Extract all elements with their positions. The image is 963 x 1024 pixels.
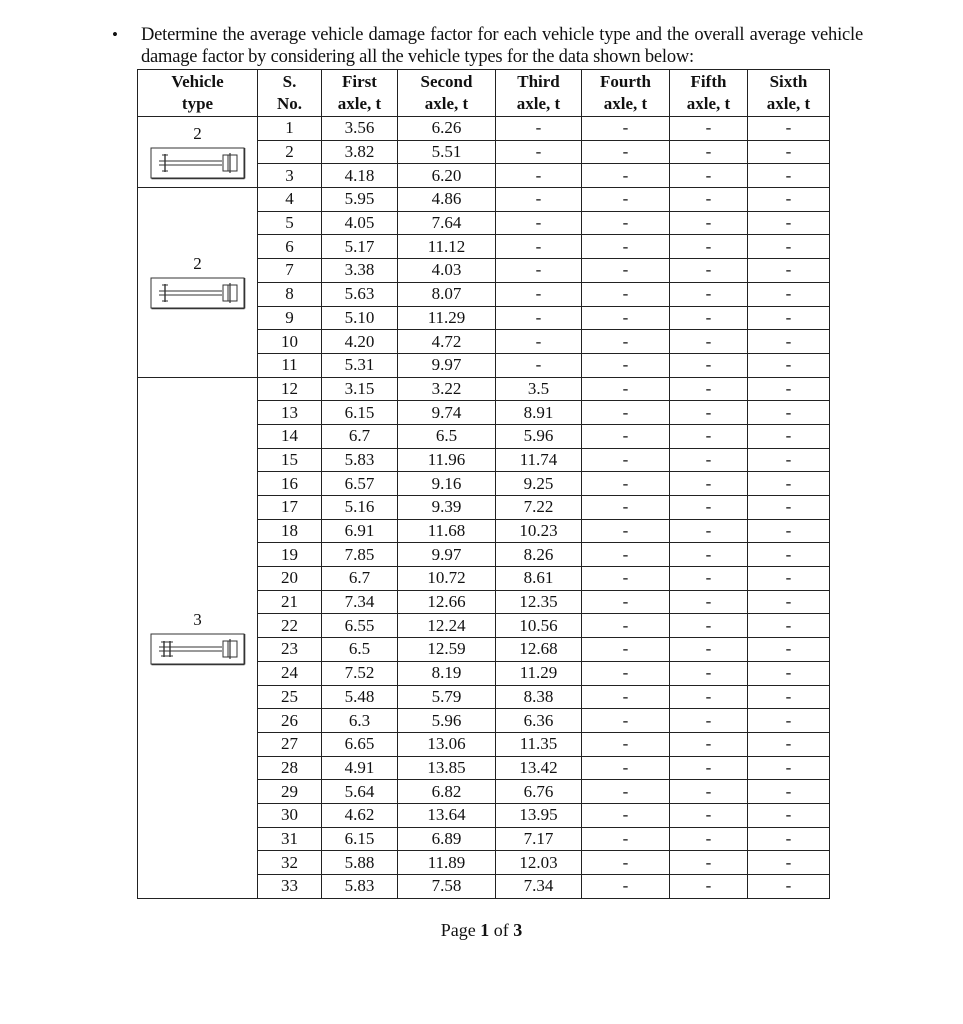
fifth-axle-cell: -	[670, 519, 748, 543]
fourth-axle-cell: -	[582, 590, 670, 614]
second-axle-cell: 6.89	[398, 827, 496, 851]
third-axle-cell: 11.35	[496, 732, 582, 756]
table-row	[138, 377, 830, 401]
serial-number-cell: 13	[258, 401, 322, 425]
sixth-axle-cell: -	[748, 235, 830, 259]
first-axle-cell: 6.57	[322, 472, 398, 496]
fifth-axle-cell: -	[670, 306, 748, 330]
third-axle-cell: 10.23	[496, 519, 582, 543]
sixth-axle-cell: -	[748, 661, 830, 685]
serial-number-cell: 1	[258, 117, 322, 141]
third-axle-cell: 7.34	[496, 875, 582, 899]
header-third-axle-line: axle, t	[516, 94, 561, 113]
second-axle-cell: 6.20	[398, 164, 496, 188]
fourth-axle-cell: -	[582, 117, 670, 141]
header-sixth-axle-line: Sixth	[769, 72, 808, 91]
third-axle-cell: 7.22	[496, 496, 582, 520]
vehicle-type-cell	[138, 188, 258, 378]
header-vehicle-type-line: type	[181, 94, 214, 113]
sixth-axle-cell: -	[748, 851, 830, 875]
sixth-axle-cell: -	[748, 353, 830, 377]
sixth-axle-cell: -	[748, 140, 830, 164]
serial-number-cell: 14	[258, 424, 322, 448]
third-axle-cell: 7.17	[496, 827, 582, 851]
fifth-axle-cell: -	[670, 140, 748, 164]
serial-number-cell: 15	[258, 448, 322, 472]
second-axle-cell: 13.85	[398, 756, 496, 780]
sixth-axle-cell: -	[748, 803, 830, 827]
third-axle-cell: -	[496, 282, 582, 306]
fourth-axle-cell: -	[582, 235, 670, 259]
fifth-axle-cell: -	[670, 661, 748, 685]
table-row	[138, 188, 830, 212]
second-axle-cell: 9.39	[398, 496, 496, 520]
fourth-axle-cell: -	[582, 685, 670, 709]
fifth-axle-cell: -	[670, 543, 748, 567]
third-axle-cell: 8.61	[496, 567, 582, 591]
header-second-axle-line: axle, t	[424, 94, 469, 113]
third-axle-cell: -	[496, 211, 582, 235]
fourth-axle-cell: -	[582, 472, 670, 496]
second-axle-cell: 8.19	[398, 661, 496, 685]
sixth-axle-cell: -	[748, 306, 830, 330]
fifth-axle-cell: -	[670, 827, 748, 851]
header-fifth-axle-line: Fifth	[690, 72, 727, 91]
sixth-axle-cell: -	[748, 709, 830, 733]
sixth-axle-cell: -	[748, 780, 830, 804]
fourth-axle-cell: -	[582, 377, 670, 401]
third-axle-cell: 13.95	[496, 803, 582, 827]
sixth-axle-cell: -	[748, 472, 830, 496]
sixth-axle-cell: -	[748, 259, 830, 283]
third-axle-cell: 9.25	[496, 472, 582, 496]
sixth-axle-cell: -	[748, 590, 830, 614]
sixth-axle-cell: -	[748, 756, 830, 780]
first-axle-cell: 5.64	[322, 780, 398, 804]
third-axle-cell: 8.26	[496, 543, 582, 567]
sixth-axle-cell: -	[748, 211, 830, 235]
axle-load-table	[137, 69, 830, 899]
first-axle-cell: 5.31	[322, 353, 398, 377]
sixth-axle-cell: -	[748, 638, 830, 662]
serial-number-cell: 3	[258, 164, 322, 188]
fifth-axle-cell: -	[670, 685, 748, 709]
sixth-axle-cell: -	[748, 330, 830, 354]
fifth-axle-cell: -	[670, 803, 748, 827]
fifth-axle-cell: -	[670, 164, 748, 188]
first-axle-cell: 7.85	[322, 543, 398, 567]
third-axle-cell: 12.03	[496, 851, 582, 875]
fourth-axle-cell: -	[582, 543, 670, 567]
first-axle-cell: 3.38	[322, 259, 398, 283]
header-serial-number-line: S.	[282, 72, 297, 91]
third-axle-cell: 12.68	[496, 638, 582, 662]
third-axle-cell: -	[496, 188, 582, 212]
fourth-axle-cell: -	[582, 567, 670, 591]
serial-number-cell: 6	[258, 235, 322, 259]
fifth-axle-cell: -	[670, 448, 748, 472]
fourth-axle-cell: -	[582, 211, 670, 235]
serial-number-cell: 17	[258, 496, 322, 520]
first-axle-cell: 4.91	[322, 756, 398, 780]
fourth-axle-cell: -	[582, 259, 670, 283]
fifth-axle-cell: -	[670, 211, 748, 235]
first-axle-cell: 5.95	[322, 188, 398, 212]
sixth-axle-cell: -	[748, 543, 830, 567]
second-axle-cell: 4.03	[398, 259, 496, 283]
question-text: Determine the average vehicle damage factor for each vehicle type and the overall average vehicle damage factor by considering all the vehicle types for the data shown below:	[141, 25, 863, 67]
second-axle-cell: 5.51	[398, 140, 496, 164]
sixth-axle-cell: -	[748, 875, 830, 899]
first-axle-cell: 7.52	[322, 661, 398, 685]
serial-number-cell: 32	[258, 851, 322, 875]
fifth-axle-cell: -	[670, 851, 748, 875]
serial-number-cell: 11	[258, 353, 322, 377]
serial-number-cell: 18	[258, 519, 322, 543]
second-axle-cell: 6.26	[398, 117, 496, 141]
third-axle-cell: 3.5	[496, 377, 582, 401]
three-axle-truck-icon	[150, 632, 246, 666]
header-fourth-axle	[582, 70, 670, 117]
serial-number-cell: 2	[258, 140, 322, 164]
serial-number-cell: 22	[258, 614, 322, 638]
third-axle-cell: 8.91	[496, 401, 582, 425]
fifth-axle-cell: -	[670, 259, 748, 283]
sixth-axle-cell: -	[748, 401, 830, 425]
serial-number-cell: 19	[258, 543, 322, 567]
second-axle-cell: 4.72	[398, 330, 496, 354]
fifth-axle-cell: -	[670, 709, 748, 733]
second-axle-cell: 9.97	[398, 543, 496, 567]
first-axle-cell: 7.34	[322, 590, 398, 614]
fourth-axle-cell: -	[582, 330, 670, 354]
vehicle-type-label: 2	[193, 124, 202, 144]
fourth-axle-cell: -	[582, 448, 670, 472]
fourth-axle-cell: -	[582, 614, 670, 638]
second-axle-cell: 12.59	[398, 638, 496, 662]
first-axle-cell: 5.63	[322, 282, 398, 306]
fifth-axle-cell: -	[670, 424, 748, 448]
third-axle-cell: -	[496, 330, 582, 354]
sixth-axle-cell: -	[748, 685, 830, 709]
first-axle-cell: 6.55	[322, 614, 398, 638]
footer-prefix: Page	[440, 920, 481, 940]
second-axle-cell: 7.64	[398, 211, 496, 235]
second-axle-cell: 13.06	[398, 732, 496, 756]
first-axle-cell: 5.88	[322, 851, 398, 875]
header-fourth-axle-line: axle, t	[603, 94, 648, 113]
fifth-axle-cell: -	[670, 377, 748, 401]
second-axle-cell: 13.64	[398, 803, 496, 827]
fourth-axle-cell: -	[582, 851, 670, 875]
fourth-axle-cell: -	[582, 875, 670, 899]
first-axle-cell: 3.82	[322, 140, 398, 164]
second-axle-cell: 11.68	[398, 519, 496, 543]
fifth-axle-cell: -	[670, 614, 748, 638]
table-header-row	[138, 70, 830, 117]
header-fourth-axle-line: Fourth	[600, 72, 651, 91]
third-axle-cell: 6.36	[496, 709, 582, 733]
fifth-axle-cell: -	[670, 756, 748, 780]
sixth-axle-cell: -	[748, 448, 830, 472]
first-axle-cell: 5.83	[322, 875, 398, 899]
header-second-axle-line: Second	[420, 72, 473, 91]
second-axle-cell: 9.16	[398, 472, 496, 496]
first-axle-cell: 6.15	[322, 401, 398, 425]
header-serial-number	[258, 70, 322, 117]
sixth-axle-cell: -	[748, 732, 830, 756]
two-axle-truck-icon	[150, 276, 246, 310]
second-axle-cell: 11.89	[398, 851, 496, 875]
fifth-axle-cell: -	[670, 117, 748, 141]
page-footer	[0, 920, 963, 941]
footer-total-pages: 3	[513, 920, 523, 940]
serial-number-cell: 16	[258, 472, 322, 496]
fourth-axle-cell: -	[582, 164, 670, 188]
sixth-axle-cell: -	[748, 567, 830, 591]
serial-number-cell: 26	[258, 709, 322, 733]
first-axle-cell: 3.56	[322, 117, 398, 141]
third-axle-cell: 13.42	[496, 756, 582, 780]
second-axle-cell: 9.97	[398, 353, 496, 377]
vehicle-type-cell	[138, 377, 258, 898]
serial-number-cell: 7	[258, 259, 322, 283]
second-axle-cell: 6.5	[398, 424, 496, 448]
fifth-axle-cell: -	[670, 472, 748, 496]
first-axle-cell: 4.18	[322, 164, 398, 188]
footer-middle: of	[489, 920, 514, 940]
second-axle-cell: 6.82	[398, 780, 496, 804]
header-vehicle-type-line: Vehicle	[171, 72, 224, 91]
two-axle-truck-icon	[150, 146, 246, 180]
serial-number-cell: 23	[258, 638, 322, 662]
second-axle-cell: 10.72	[398, 567, 496, 591]
sixth-axle-cell: -	[748, 377, 830, 401]
sixth-axle-cell: -	[748, 614, 830, 638]
first-axle-cell: 6.3	[322, 709, 398, 733]
header-first-axle-line: First	[342, 72, 377, 91]
first-axle-cell: 4.05	[322, 211, 398, 235]
header-vehicle-type	[138, 70, 258, 117]
first-axle-cell: 4.62	[322, 803, 398, 827]
third-axle-cell: 11.29	[496, 661, 582, 685]
fifth-axle-cell: -	[670, 235, 748, 259]
fourth-axle-cell: -	[582, 496, 670, 520]
sixth-axle-cell: -	[748, 496, 830, 520]
second-axle-cell: 5.96	[398, 709, 496, 733]
fourth-axle-cell: -	[582, 661, 670, 685]
fifth-axle-cell: -	[670, 282, 748, 306]
sixth-axle-cell: -	[748, 117, 830, 141]
second-axle-cell: 5.79	[398, 685, 496, 709]
fourth-axle-cell: -	[582, 732, 670, 756]
fourth-axle-cell: -	[582, 282, 670, 306]
bullet-point: •	[112, 25, 118, 44]
fourth-axle-cell: -	[582, 756, 670, 780]
serial-number-cell: 4	[258, 188, 322, 212]
header-serial-number-line: No.	[276, 94, 303, 113]
serial-number-cell: 20	[258, 567, 322, 591]
second-axle-cell: 8.07	[398, 282, 496, 306]
fifth-axle-cell: -	[670, 590, 748, 614]
fourth-axle-cell: -	[582, 709, 670, 733]
serial-number-cell: 10	[258, 330, 322, 354]
third-axle-cell: 5.96	[496, 424, 582, 448]
third-axle-cell: -	[496, 164, 582, 188]
serial-number-cell: 24	[258, 661, 322, 685]
sixth-axle-cell: -	[748, 519, 830, 543]
first-axle-cell: 6.65	[322, 732, 398, 756]
first-axle-cell: 6.5	[322, 638, 398, 662]
first-axle-cell: 3.15	[322, 377, 398, 401]
third-axle-cell: -	[496, 140, 582, 164]
header-third-axle-line: Third	[517, 72, 560, 91]
fifth-axle-cell: -	[670, 496, 748, 520]
third-axle-cell: -	[496, 353, 582, 377]
fifth-axle-cell: -	[670, 353, 748, 377]
first-axle-cell: 6.7	[322, 567, 398, 591]
serial-number-cell: 31	[258, 827, 322, 851]
sixth-axle-cell: -	[748, 164, 830, 188]
first-axle-cell: 5.16	[322, 496, 398, 520]
first-axle-cell: 4.20	[322, 330, 398, 354]
serial-number-cell: 5	[258, 211, 322, 235]
fourth-axle-cell: -	[582, 827, 670, 851]
second-axle-cell: 4.86	[398, 188, 496, 212]
second-axle-cell: 7.58	[398, 875, 496, 899]
fourth-axle-cell: -	[582, 780, 670, 804]
header-second-axle	[398, 70, 496, 117]
second-axle-cell: 3.22	[398, 377, 496, 401]
fourth-axle-cell: -	[582, 638, 670, 662]
first-axle-cell: 6.7	[322, 424, 398, 448]
second-axle-cell: 11.96	[398, 448, 496, 472]
header-fifth-axle	[670, 70, 748, 117]
second-axle-cell: 12.24	[398, 614, 496, 638]
first-axle-cell: 5.83	[322, 448, 398, 472]
serial-number-cell: 8	[258, 282, 322, 306]
third-axle-cell: 8.38	[496, 685, 582, 709]
sixth-axle-cell: -	[748, 424, 830, 448]
serial-number-cell: 25	[258, 685, 322, 709]
third-axle-cell: -	[496, 259, 582, 283]
first-axle-cell: 6.91	[322, 519, 398, 543]
third-axle-cell: -	[496, 235, 582, 259]
third-axle-cell: -	[496, 306, 582, 330]
sixth-axle-cell: -	[748, 282, 830, 306]
third-axle-cell: 10.56	[496, 614, 582, 638]
third-axle-cell: 11.74	[496, 448, 582, 472]
fourth-axle-cell: -	[582, 188, 670, 212]
second-axle-cell: 11.29	[398, 306, 496, 330]
serial-number-cell: 21	[258, 590, 322, 614]
serial-number-cell: 28	[258, 756, 322, 780]
serial-number-cell: 27	[258, 732, 322, 756]
fifth-axle-cell: -	[670, 567, 748, 591]
third-axle-cell: 12.35	[496, 590, 582, 614]
serial-number-cell: 29	[258, 780, 322, 804]
header-third-axle	[496, 70, 582, 117]
fourth-axle-cell: -	[582, 140, 670, 164]
fifth-axle-cell: -	[670, 401, 748, 425]
header-sixth-axle-line: axle, t	[766, 94, 811, 113]
footer-current-page: 1	[480, 920, 490, 940]
first-axle-cell: 5.17	[322, 235, 398, 259]
first-axle-cell: 5.10	[322, 306, 398, 330]
fourth-axle-cell: -	[582, 353, 670, 377]
header-first-axle-line: axle, t	[337, 94, 382, 113]
table-row	[138, 117, 830, 141]
fourth-axle-cell: -	[582, 803, 670, 827]
fifth-axle-cell: -	[670, 732, 748, 756]
fourth-axle-cell: -	[582, 401, 670, 425]
third-axle-cell: 6.76	[496, 780, 582, 804]
sixth-axle-cell: -	[748, 188, 830, 212]
fourth-axle-cell: -	[582, 306, 670, 330]
fifth-axle-cell: -	[670, 330, 748, 354]
first-axle-cell: 5.48	[322, 685, 398, 709]
header-fifth-axle-line: axle, t	[686, 94, 731, 113]
first-axle-cell: 6.15	[322, 827, 398, 851]
header-sixth-axle	[748, 70, 830, 117]
second-axle-cell: 9.74	[398, 401, 496, 425]
table-body	[138, 117, 830, 899]
serial-number-cell: 9	[258, 306, 322, 330]
third-axle-cell: -	[496, 117, 582, 141]
serial-number-cell: 12	[258, 377, 322, 401]
fourth-axle-cell: -	[582, 424, 670, 448]
vehicle-type-cell	[138, 117, 258, 188]
fourth-axle-cell: -	[582, 519, 670, 543]
fifth-axle-cell: -	[670, 875, 748, 899]
serial-number-cell: 33	[258, 875, 322, 899]
fifth-axle-cell: -	[670, 188, 748, 212]
vehicle-type-label: 2	[193, 254, 202, 274]
header-first-axle	[322, 70, 398, 117]
sixth-axle-cell: -	[748, 827, 830, 851]
second-axle-cell: 12.66	[398, 590, 496, 614]
second-axle-cell: 11.12	[398, 235, 496, 259]
fifth-axle-cell: -	[670, 780, 748, 804]
serial-number-cell: 30	[258, 803, 322, 827]
vehicle-type-label: 3	[193, 609, 202, 629]
fifth-axle-cell: -	[670, 638, 748, 662]
